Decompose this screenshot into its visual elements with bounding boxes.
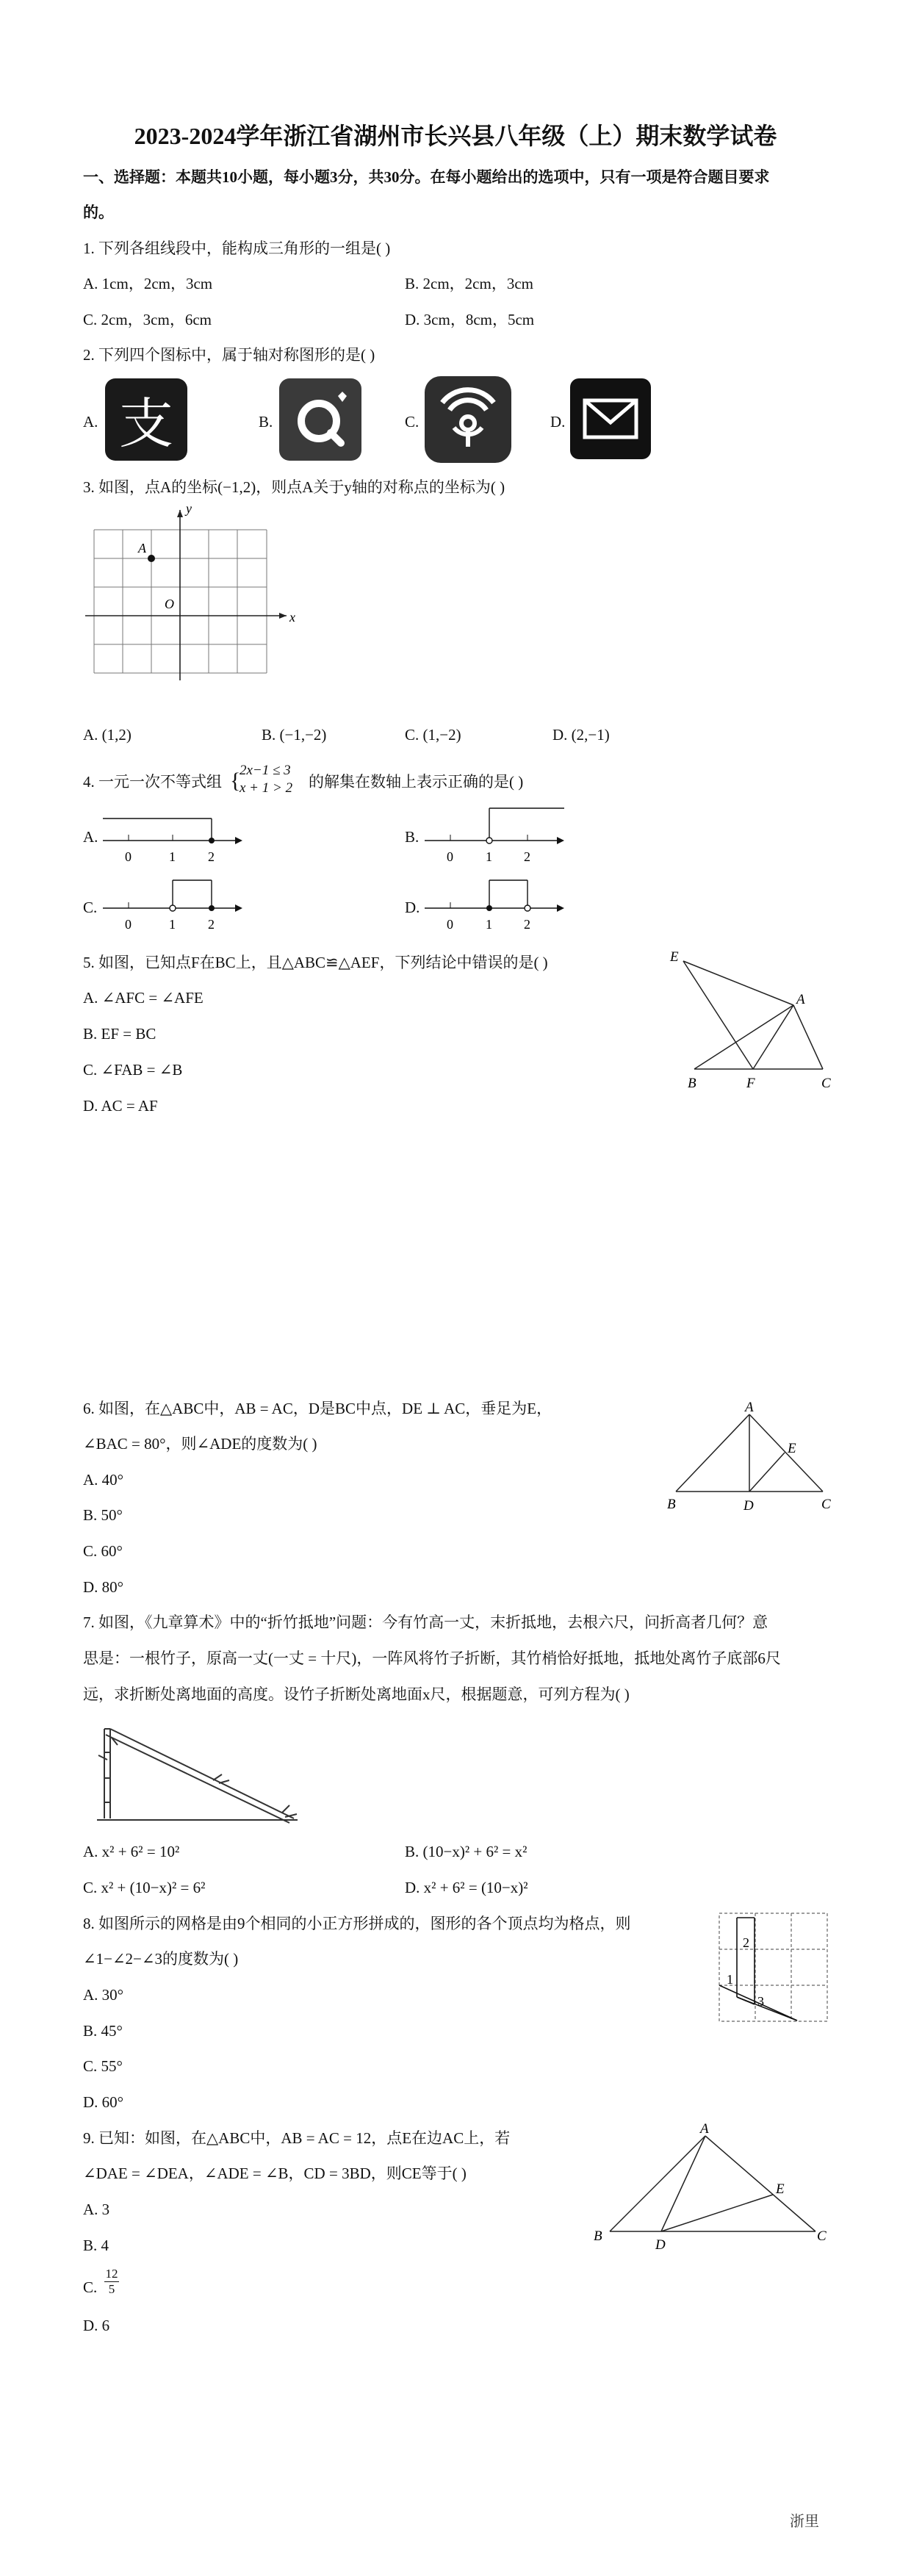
- q9-option-d: D. 6: [83, 2317, 110, 2334]
- label-e: E: [776, 2181, 785, 2197]
- q6-triangle-figure: [661, 1400, 838, 1517]
- label-a: A: [745, 1400, 754, 1415]
- q7-stem-line2: 思是：一根竹子，原高一丈(一丈 = 十尺)，一阵风将竹子折断，其竹梢恰好抵地，抵地处离竹子底部6尺: [83, 1649, 781, 1667]
- label-a: A: [796, 992, 805, 1007]
- q8-option-c: C. 55°: [83, 2057, 123, 2075]
- label-d: D: [743, 1498, 754, 1514]
- tick-2: 2: [208, 917, 215, 932]
- fraction-numerator: 12: [105, 2267, 118, 2281]
- q4-inequality-2: x + 1 > 2: [240, 780, 293, 796]
- q8-stem-line1: 8. 如图所示的网格是由9个相同的小正方形拼成的，图形的各个顶点均为格点，则: [83, 1915, 631, 1932]
- q6-option-b: B. 50°: [83, 1506, 123, 1524]
- angle-1-label: 1: [727, 1972, 733, 1987]
- tick-2: 2: [208, 849, 215, 864]
- q3-option-c: C. (1,−2): [405, 726, 461, 744]
- q5-option-d: D. AC = AF: [83, 1097, 158, 1115]
- label-c: C: [821, 1497, 831, 1512]
- page-title: 2023-2024学年浙江省湖州市长兴县八年级（上）期末数学试卷: [134, 123, 777, 149]
- label-f: F: [746, 1076, 755, 1091]
- label-b: B: [667, 1497, 676, 1512]
- alipay-icon: 支: [105, 378, 187, 461]
- q2-stem: 2. 下列四个图标中，属于轴对称图形的是( ): [83, 346, 375, 364]
- angle-2-label: 2: [743, 1935, 749, 1950]
- q4-inequality-1: 2x−1 ≤ 3: [240, 763, 291, 778]
- q7-stem-line3: 远，求折断处离地面的高度。设竹子折断处离地面x尺，根据题意，可列方程为( ): [83, 1685, 630, 1703]
- tick-1: 1: [169, 849, 176, 864]
- label-a: A: [138, 541, 146, 555]
- tick-1: 1: [169, 917, 176, 932]
- fraction-denominator: 5: [108, 2282, 115, 2296]
- q8-stem-line2: ∠1−∠2−∠3的度数为( ): [83, 1950, 239, 1968]
- tick-1: 1: [486, 849, 492, 864]
- q4-numberline-b: [425, 801, 572, 867]
- q2-option-a: A.: [83, 413, 98, 431]
- q9-option-c-fraction: [104, 2267, 119, 2297]
- q1-option-a: A. 1cm，2cm，3cm: [83, 275, 213, 292]
- q9-option-b: B. 4: [83, 2237, 109, 2254]
- q6-stem-line1: 6. 如图，在△ABC中，AB = AC，D是BC中点，DE ⊥ AC，垂足为E，: [83, 1400, 552, 1417]
- q1-option-d: D. 3cm，8cm，5cm: [405, 311, 535, 328]
- q8-option-a: A. 30°: [83, 1986, 124, 2004]
- q6-option-c: C. 60°: [83, 1542, 123, 1560]
- q4-numberline-d: [425, 874, 572, 933]
- q5-triangle-figure: [661, 948, 838, 1109]
- q7-option-c: C. x² + (10−x)² = 6²: [83, 1879, 206, 1896]
- q4-stem-post: 的解集在数轴上表示正确的是( ): [309, 773, 524, 791]
- q8-grid-figure: [716, 1910, 834, 2028]
- q4-numberline-c: [103, 874, 250, 933]
- label-e: E: [788, 1441, 796, 1456]
- q3-option-a: A. (1,2): [83, 726, 132, 744]
- label-y: y: [186, 504, 192, 516]
- point-a: [148, 555, 155, 562]
- q2-option-b: B.: [259, 413, 273, 431]
- q4-option-c: C.: [83, 899, 98, 916]
- label-x: x: [289, 610, 295, 625]
- q9-option-c-label: C.: [83, 2278, 98, 2296]
- section-heading: 一、选择题：本题共10小题，每小题3分，共30分。在每小题给出的选项中，只有一项是符合题目要求: [83, 168, 770, 186]
- q2-option-c: C.: [405, 413, 420, 431]
- section-heading-cont: 的。: [83, 204, 114, 221]
- tick-2: 2: [524, 849, 530, 864]
- q6-option-a: A. 40°: [83, 1471, 124, 1489]
- q7-option-b: B. (10−x)² + 6² = x²: [405, 1843, 527, 1860]
- q6-option-d: D. 80°: [83, 1578, 124, 1596]
- q4-option-a: A.: [83, 828, 98, 846]
- angle-3-label: 3: [757, 1994, 764, 2009]
- q9-stem-line1: 9. 已知：如图，在△ABC中，AB = AC = 12，点E在边AC上，若: [83, 2129, 511, 2147]
- q4-option-d: D.: [405, 899, 420, 916]
- q1-option-b: B. 2cm，2cm，3cm: [405, 275, 533, 292]
- label-e: E: [670, 949, 679, 965]
- q1-stem: 1. 下列各组线段中，能构成三角形的一组是( ): [83, 240, 391, 257]
- q9-option-a: A. 3: [83, 2201, 110, 2218]
- q5-option-c: C. ∠FAB = ∠B: [83, 1061, 183, 1079]
- q3-coordinate-grid-figure: [79, 504, 300, 702]
- q4-brace: {: [230, 769, 241, 793]
- q9-triangle-figure: [588, 2120, 838, 2252]
- q7-option-a: A. x² + 6² = 10²: [83, 1843, 180, 1860]
- label-b: B: [594, 2228, 602, 2244]
- footer-watermark: 浙里: [790, 2514, 819, 2530]
- tick-0: 0: [447, 849, 453, 864]
- q4-stem-pre: 4. 一元一次不等式组: [83, 773, 222, 791]
- search-app-icon: [279, 378, 361, 461]
- label-a: A: [700, 2121, 709, 2137]
- tick-1: 1: [486, 917, 492, 932]
- q8-option-b: B. 45°: [83, 2022, 123, 2040]
- q7-stem-line1: 7. 如图，《九章算术》中的“折竹抵地”问题：今有竹高一丈，末折抵地，去根六尺，问折高者几何？意: [83, 1613, 768, 1631]
- q6-stem-line2: ∠BAC = 80°，则∠ADE的度数为( ): [83, 1435, 317, 1453]
- wifi-signal-icon: [425, 376, 511, 463]
- q5-option-a: A. ∠AFC = ∠AFE: [83, 989, 204, 1007]
- q1-option-c: C. 2cm，3cm，6cm: [83, 311, 212, 328]
- tick-0: 0: [447, 917, 453, 932]
- q9-stem-line2: ∠DAE = ∠DEA，∠ADE = ∠B，CD = 3BD，则CE等于( ): [83, 2165, 467, 2182]
- q7-option-d: D. x² + 6² = (10−x)²: [405, 1879, 528, 1896]
- mail-icon: [570, 378, 651, 459]
- q3-stem: 3. 如图，点A的坐标(−1,2)，则点A关于y轴的对称点的坐标为( ): [83, 478, 505, 496]
- q5-stem: 5. 如图，已知点F在BC上，且△ABC≌△AEF，下列结论中错误的是( ): [83, 954, 548, 971]
- label-c: C: [821, 1076, 831, 1091]
- label-o: O: [165, 597, 174, 611]
- q3-option-d: D. (2,−1): [552, 726, 610, 744]
- q2-option-d: D.: [550, 413, 566, 431]
- tick-0: 0: [125, 917, 132, 932]
- label-d: D: [655, 2237, 666, 2252]
- q5-option-b: B. EF = BC: [83, 1025, 156, 1043]
- tick-2: 2: [524, 917, 530, 932]
- q4-numberline-a: [103, 816, 250, 867]
- label-c: C: [817, 2228, 827, 2244]
- tick-0: 0: [125, 849, 132, 864]
- q8-option-d: D. 60°: [83, 2093, 124, 2111]
- q7-bamboo-figure: [88, 1716, 309, 1833]
- q3-option-b: B. (−1,−2): [262, 726, 327, 744]
- label-b: B: [688, 1076, 696, 1091]
- q4-option-b: B.: [405, 828, 420, 846]
